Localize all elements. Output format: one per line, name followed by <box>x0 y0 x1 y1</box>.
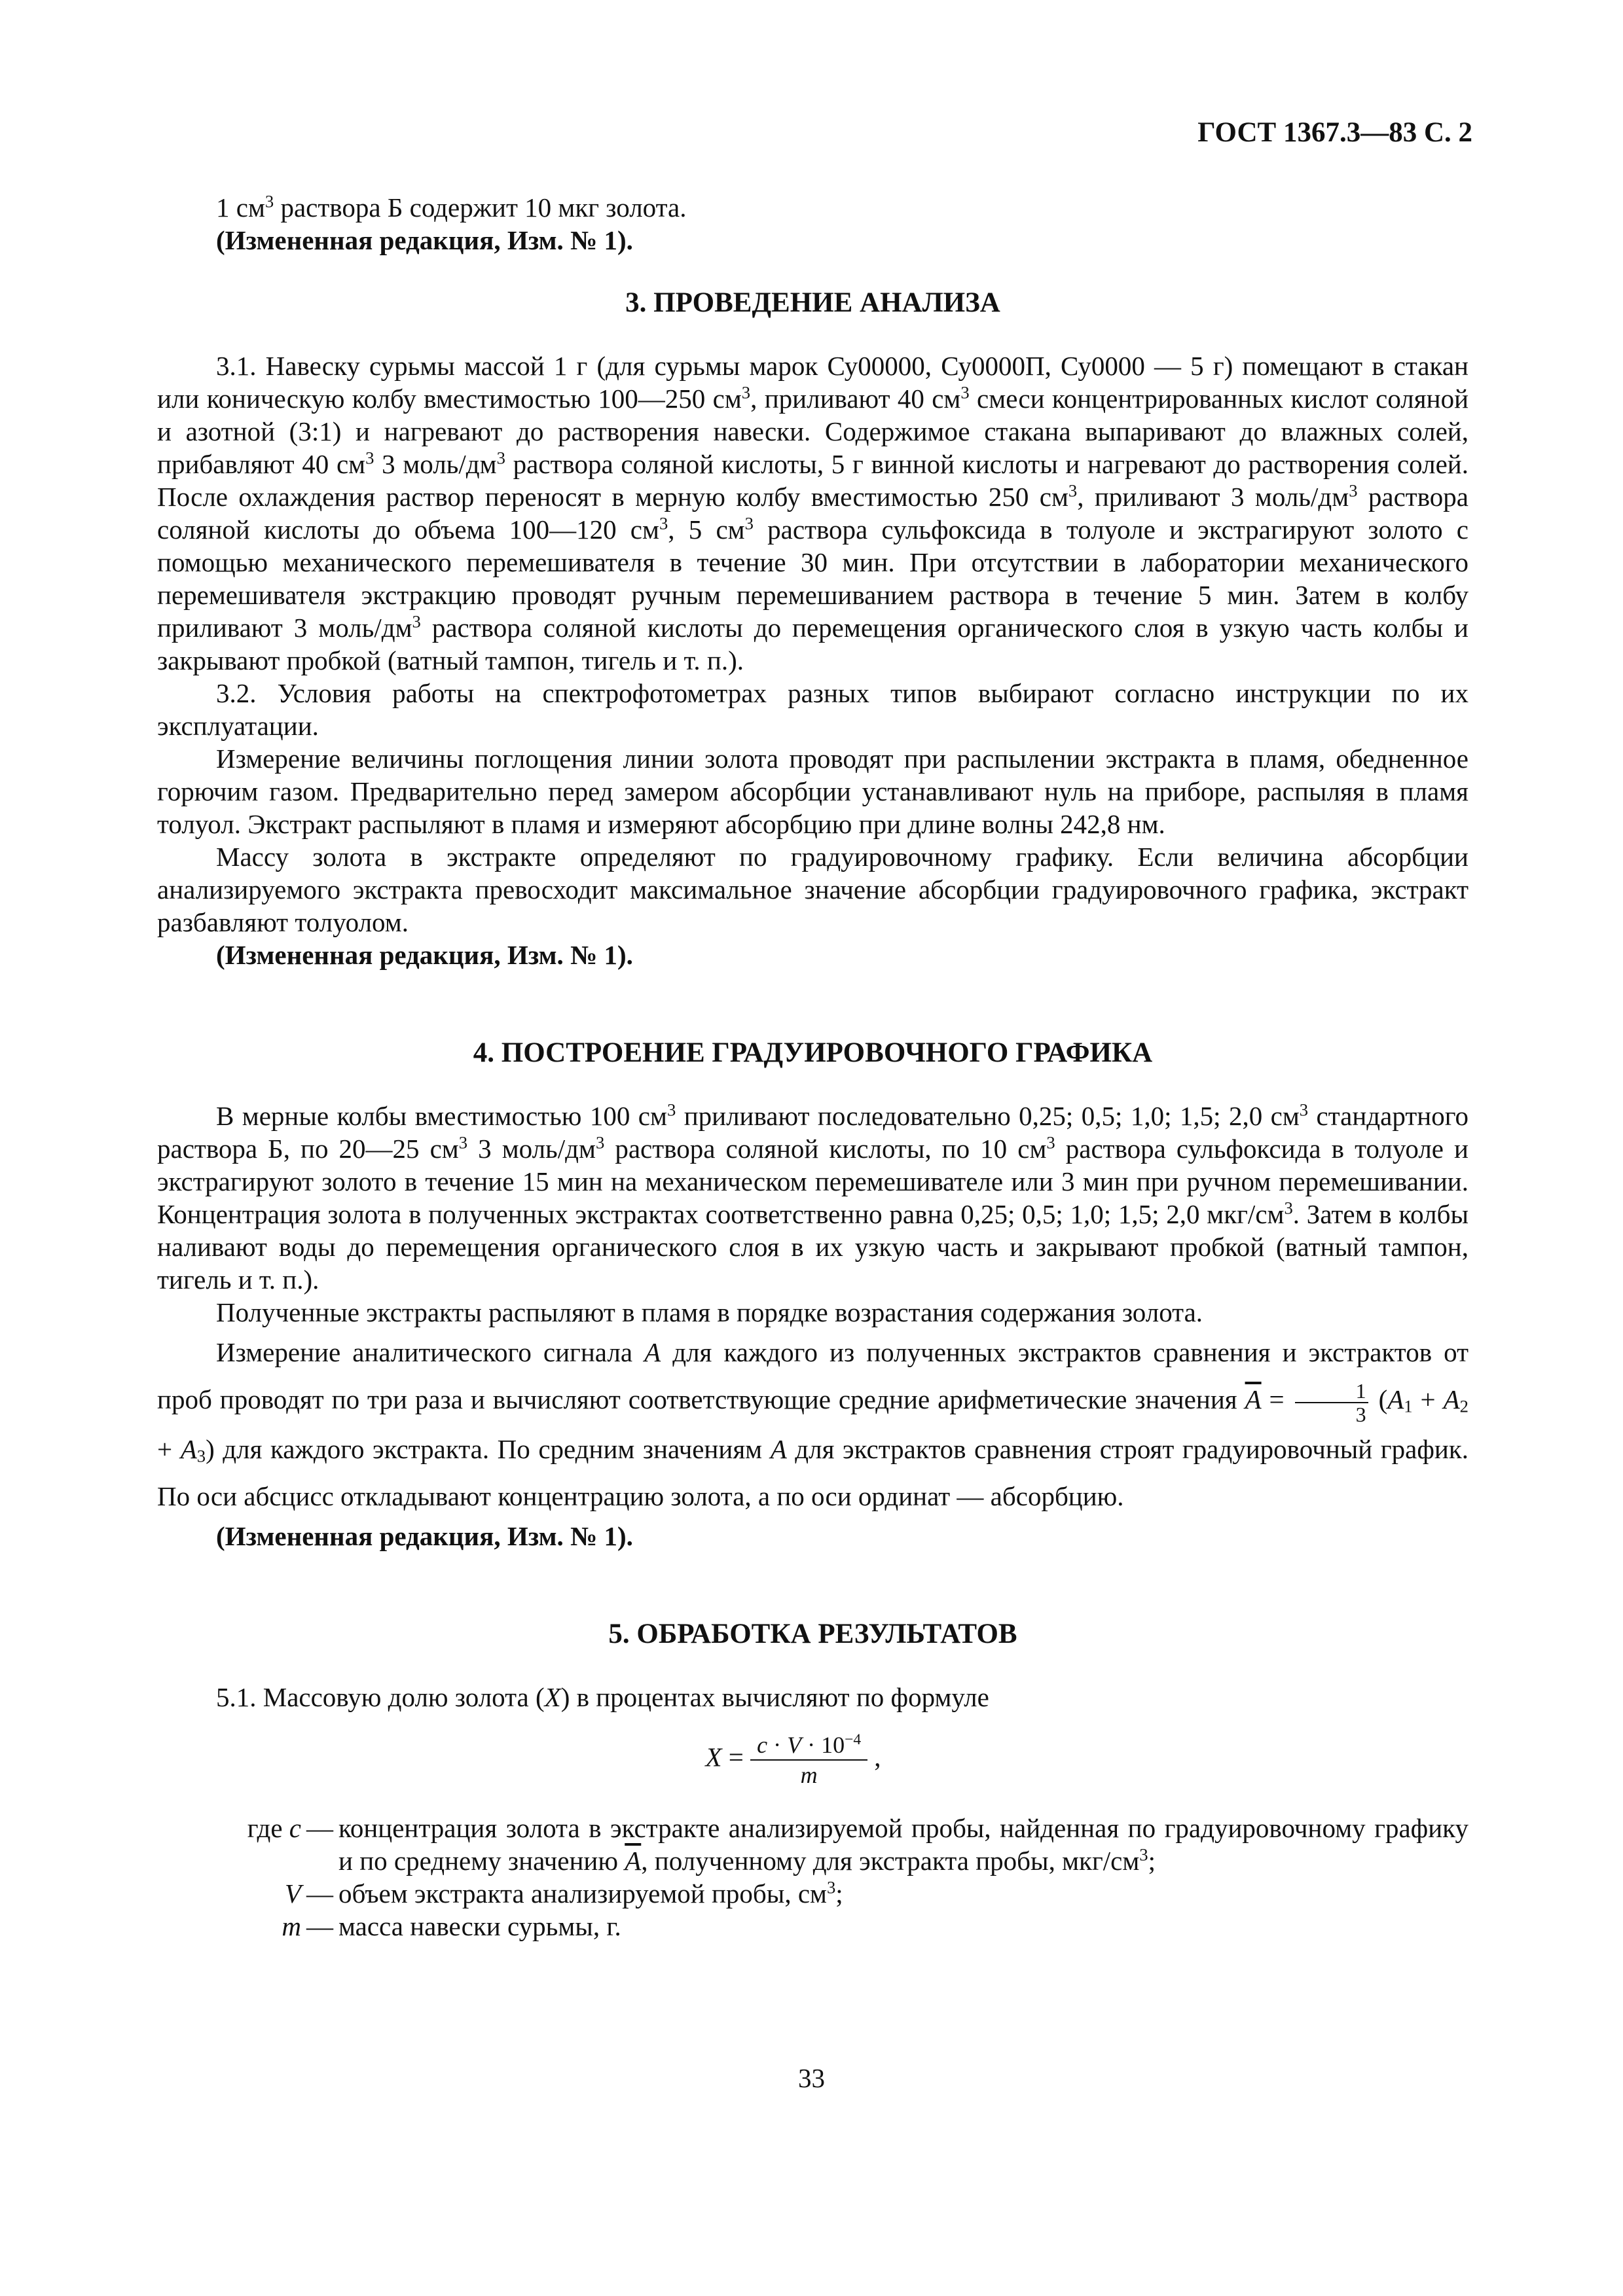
definition-v: V — объем экстракта анализируемой пробы, $см^3$; <box>284 1876 843 1909</box>
document-header: ГОСТ 1367.3—83 С. 2 <box>1197 117 1472 148</box>
section-title-4: 4. ПОСТРОЕНИЕ ГРАДУИРОВОЧНОГО ГРАФИКА <box>473 1037 1153 1068</box>
mean-a-symbol: $\overline{A}$ <box>1245 1384 1262 1414</box>
section-title-3: 3. ПРОВЕДЕНИЕ АНАЛИЗА <box>625 287 1000 318</box>
paragraph-3-2-measurement: Измерение величины поглощения линии золота проводят при распылении экстракта в пламя, обедненное горючим газом. Предварительно перед замером абсорбции устанавливают нуль на приборе, распыляя в пламя толуол. Экстракт распыляют в пламя и измеряют абсорбцию при длине волны 242,8 нм. <box>157 744 1468 839</box>
paragraph-4-2: Полученные экстракты распыляют в пламя в порядке возрастания содержания золота. <box>216 1297 1203 1327</box>
amendment-note: (Измененная редакция, Изм. № 1). <box>216 1520 633 1551</box>
section-title-5: 5. ОБРАБОТКА РЕЗУЛЬТАТОВ <box>608 1618 1017 1649</box>
amendment-note: (Измененная редакция, Изм. № 1). <box>216 225 633 255</box>
paragraph-3-2: 3.2. Условия работы на спектрофотометрах разных типов выбирают согласно инструкции по их эксплуатации. <box>157 678 1468 741</box>
variable-definitions <box>157 1812 1468 1943</box>
paragraph-3-2-mass: Массу золота в экстракте определяют по градуировочному графику. Если величина абсорбции анализируемого экстракта превосходит максимальное значение абсорбции градуировочного графика, экстракт разбавляют толуолом. <box>157 842 1468 937</box>
definition-m: m — масса навески сурьмы, г. <box>282 1910 621 1941</box>
paragraph-3-1: 3.1. Навеску сурьмы массой 1 г (для сурьмы марок Су00000, Су0000П, Су0000 — 5 г) помещают в стакан или коническую колбу вместимостью 100—250 $см^3$, приливают 40 $см^3$ смеси концентрированных кислот соляной и азотной (3:1) и нагревают до растворения навески. Содержимое стакана выпаривают до влажных солей, прибавляют 40 $см^3$ 3 моль/$дм^3$ раствора соляной кислоты, 5 г винной кислоты и нагревают до растворения солей. После охлаждения раствор переносят в мерную колбу вместимостью 250 $см^3$, приливают 3 моль/$дм^3$ раствора соляной кислоты до объема 100—120 $см^3$, 5 $см^3$ раствора сульфоксида в толуоле и экстрагируют золото с помощью механического перемешивателя в течение 30 мин. При отсутствии в лаборатории механического перемешивателя экстракцию проводят ручным перемешиванием раствора в течение 5 мин. Затем в колбу приливают 3 моль/$дм^3$ раствора соляной кислоты до перемещения органического слоя в узкую часть колбы и закрывают пробкой (ватный тампон, тигель и т. п.). <box>157 351 1469 675</box>
formula-fraction: $\frac{c \cdot V \cdot 10^{-4}}{m}$ <box>750 1731 867 1789</box>
amendment-note: (Измененная редакция, Изм. № 1). <box>216 940 633 970</box>
paragraph-5-1: 5.1. Массовую долю золота (X) в процентах вычисляют по формуле <box>216 1681 989 1712</box>
page-number: 33 <box>798 2063 825 2093</box>
one-third-fraction: $\frac{1}{3}$ <box>1295 1380 1368 1426</box>
paragraph-4-1: В мерные колбы вместимостью 100 $см^3$ приливают последовательно 0,25; 0,5; 1,0; 1,5; 2,0 $см^3$ стандартного раствора Б, по 20—25 $см^3$ 3 моль/$дм^3$ раствора соляной кислоты, по 10 $см^3$ раствора сульфоксида в толуоле и экстрагируют золото в течение 15 мин на механическом перемешивателе или 3 мин при ручном перемешивании. Концентрация золота в полученных экстрактах соответственно равна 0,25; 0,5; 1,0; 1,5; 2,0 мкг/$см^3$. Затем в колбы наливают воды до перемещения органического слоя в их узкую часть и закрывают пробкой (ватный тампон, тигель и т. п.). <box>157 1100 1468 1295</box>
paragraph-4-3: Измерение аналитического сигнала A для каждого из полученных экстрактов сравнения и экстрактов от проб проводят по три раза и вычисляют соответствующие средние арифметические значения $\overline{A}$ = $\frac{1}{3}$ $(A_1 + A_2 + A_3)$ для каждого экстракта. По средним значениям A для экстрактов сравнения строят градуировочный график. По оси абсцисс откладывают концентрацию золота, а по оси ординат — абсорбцию. <box>157 1337 1468 1511</box>
mass-fraction-formula: X = $\frac{c \cdot V \cdot 10^{-4}}{m}$ , <box>705 1731 881 1788</box>
definition-c: где c — концентрация золота в экстракте анализируемой пробы, найденная по градуировочному графику и по среднему значению $\overline{A}$, полученному для экстракта пробы, мкг/$см^3$; <box>247 1812 1468 1876</box>
intro-line: 1 $см^3$ раствора Б содержит 10 мкг золота. <box>216 191 687 223</box>
document-body <box>157 191 1468 1943</box>
